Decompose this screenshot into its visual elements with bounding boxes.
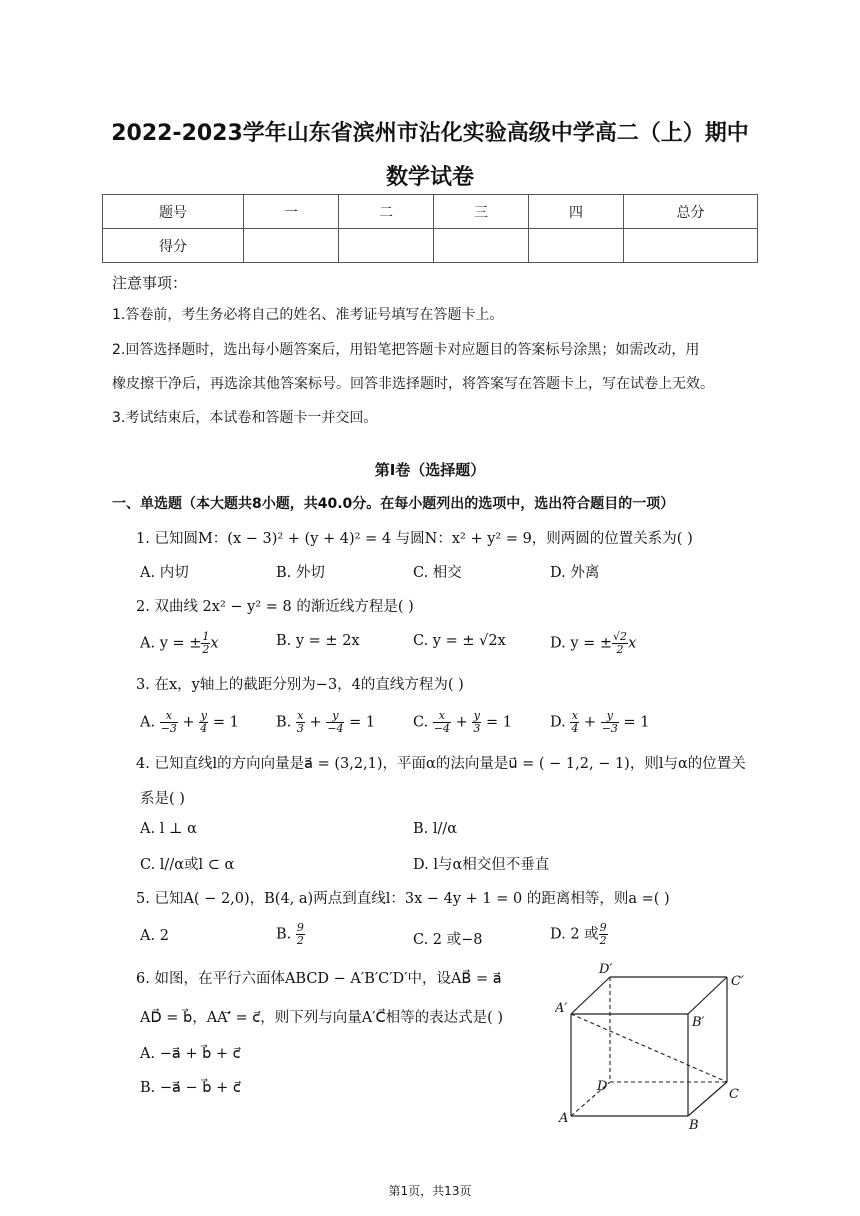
label-d1: D′ <box>599 962 613 977</box>
label-c: C <box>729 1087 739 1102</box>
question-5-option-a: A. 2 <box>140 928 169 944</box>
notice-item: 3.考试结束后，本试卷和答题卡一并交回。 <box>112 410 378 426</box>
score-header-cell: 题号 <box>103 195 244 229</box>
question-2-option-b: B. y = ± 2x <box>276 633 360 649</box>
question-4-option-a: A. l ⊥ α <box>140 821 197 837</box>
label-a: A <box>559 1111 569 1126</box>
question-6-stem-line1: 6. 如图，在平行六面体ABCD − A′B′C′D′中，设AB⃗ = a⃗ <box>136 971 502 987</box>
question-2-option-a: A. y = ± $\frac{1}{2}$ x <box>140 630 219 656</box>
score-table-row <box>103 229 758 263</box>
notice-heading: 注意事项： <box>112 274 188 292</box>
label-c1: C′ <box>731 974 744 989</box>
score-header-cell: 二 <box>339 195 434 229</box>
edge-b1c1 <box>688 977 727 1014</box>
exam-title-line2: 数学试卷 <box>385 165 474 190</box>
question-1-option-d: D. 外离 <box>550 565 600 581</box>
notice-item: 橡皮擦干净后，再选涂其他答案标号。回答非选择题时，将答案写在答题卡上，写在试卷上无效。 <box>112 376 714 392</box>
parallelepiped-figure <box>555 960 755 1130</box>
score-cell <box>529 229 624 263</box>
question-6-stem-line2: AD⃗ = b⃗，AA′⃗ = c⃗，则下列与向量A′C⃗相等的表达式是( ) <box>140 1010 504 1026</box>
option-a-prefix: A. y = ± <box>140 635 202 652</box>
score-header-cell: 三 <box>434 195 529 229</box>
question-3-stem: 3. 在x，y轴上的截距分别为−3，4的直线方程为( ) <box>136 677 464 693</box>
question-4-option-b: B. l//α <box>413 821 458 837</box>
page-footer: 第1页，共13页 <box>388 1184 472 1198</box>
question-3-option-d: D. $\frac{x}{4}$ + $\frac{y}{-3}$ = 1 <box>550 709 650 735</box>
notice-item: 2.回答选择题时，选出每小题答案后，用铅笔把答题卡对应题目的答案标号涂黑；如需改动，用 <box>112 342 700 358</box>
fraction-nine-half: $\frac{9}{2}$ <box>296 921 304 947</box>
score-table-header-row <box>103 195 758 229</box>
option-d-prefix: D. 2 或 <box>550 926 599 943</box>
notice-item: 1.答卷前，考生务必将自己的姓名、准考证号填写在答题卡上。 <box>112 307 504 323</box>
question-3-option-a: A. $\frac{x}{-3}$ + $\frac{y}{4}$ = 1 <box>140 709 239 735</box>
question-2-option-d: D. y = ± $\frac{√2}{2}$ x <box>550 630 637 656</box>
fraction-one-half: $\frac{1}{2}$ <box>202 630 210 656</box>
score-row-label: 得分 <box>103 229 244 263</box>
label-a1: A′ <box>555 1001 568 1016</box>
question-1-stem: 1. 已知圆M：(x − 3)² + (y + 4)² = 4 与圆N：x² + y² = 9，则两圆的位置关系为( ) <box>136 531 693 547</box>
question-2-option-c: C. y = ± √2x <box>413 633 506 649</box>
question-5-option-d <box>550 922 608 947</box>
score-header-cell: 总分 <box>624 195 758 229</box>
option-d-prefix: D. y = ± <box>550 635 613 652</box>
question-4-option-d: D. l与α相交但不垂直 <box>413 857 550 873</box>
fraction-root2-over-2: $\frac{√2}{2}$ <box>613 630 628 656</box>
label-d: D <box>597 1079 608 1094</box>
question-6-option-a: A. −a⃗ + b⃗ + c⃗ <box>140 1046 241 1062</box>
question-4-stem-line1: 4. 已知直线l的方向向量是a⃗ = (3,2,1)，平面α的法向量是u⃗ = ( − 1,2, − 1)，则l与α的位置关 <box>136 756 746 772</box>
edge-bc <box>688 1082 727 1116</box>
score-cell <box>624 229 758 263</box>
question-3-option-b: B. $\frac{x}{3}$ + $\frac{y}{-4}$ = 1 <box>276 709 376 735</box>
option-b-prefix: B. <box>276 926 292 943</box>
question-5-stem: 5. 已知A( − 2,0)，B(4, a)两点到直线l：3x − 4y + 1 = 0 的距离相等，则a =( ) <box>136 891 670 907</box>
exam-title-line1: 2022-2023学年山东省滨州市沾化实验高级中学高二（上）期中 <box>111 121 749 146</box>
section-title: 第I卷（选择题） <box>374 461 486 479</box>
question-3-option-c: C. $\frac{x}{-4}$ + $\frac{y}{3}$ = 1 <box>413 709 512 735</box>
score-table <box>102 194 758 263</box>
edge-a1d1 <box>571 977 610 1014</box>
question-2-stem: 2. 双曲线 2x² − y² = 8 的渐近线方程是( ) <box>136 599 414 615</box>
question-1-option-c: C. 相交 <box>413 565 462 581</box>
question-6-option-b: B. −a⃗ − b⃗ + c⃗ <box>140 1080 241 1096</box>
question-5-option-c: C. 2 或−8 <box>413 932 483 948</box>
label-b: B <box>689 1118 699 1130</box>
question-4-option-c: C. l//α或l ⊂ α <box>140 857 235 873</box>
label-b1: B′ <box>692 1015 705 1030</box>
question-5-option-b <box>276 922 305 947</box>
score-header-cell: 四 <box>529 195 624 229</box>
score-cell <box>244 229 339 263</box>
question-1-option-a: A. 内切 <box>140 565 189 581</box>
question-1-option-b: B. 外切 <box>276 565 325 581</box>
question-4-stem-line2: 系是( ) <box>140 791 185 807</box>
score-cell <box>434 229 529 263</box>
score-cell <box>339 229 434 263</box>
fraction-nine-half: $\frac{9}{2}$ <box>599 921 607 947</box>
score-header-cell: 一 <box>244 195 339 229</box>
section-heading: 一、单选题（本大题共8小题，共40.0分。在每小题列出的选项中，选出符合题目的一项） <box>112 496 675 512</box>
